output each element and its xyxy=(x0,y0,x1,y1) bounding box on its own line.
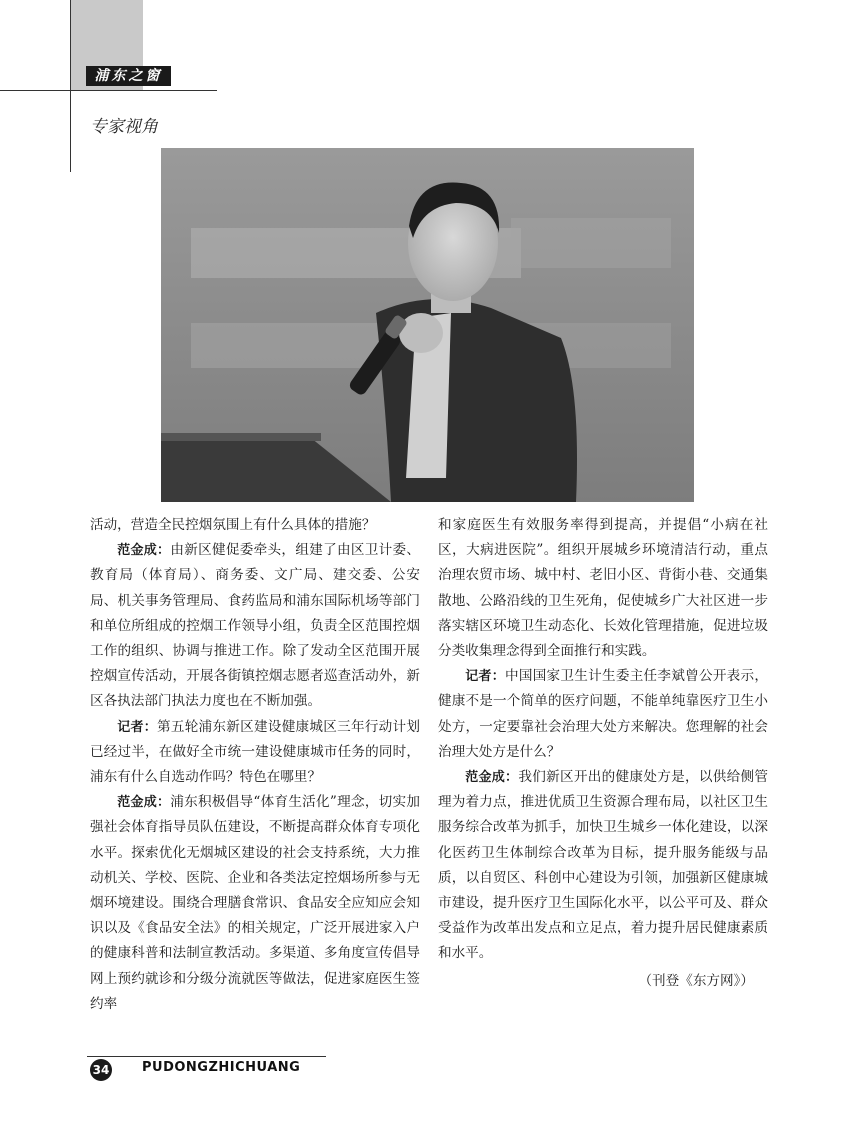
page-number: 34 xyxy=(90,1059,112,1081)
speaker-photo-icon xyxy=(161,148,694,502)
speaker-name: 范金成： xyxy=(465,770,519,786)
paragraph xyxy=(90,513,420,538)
paragraph-text: 中国国家卫生计生委主任李斌曾公开表示，健康不是一个简单的医疗问题，不能单纯靠医疗卫生小处方，一定要靠社会治理大处方来解决。您理解的社会治理大处方是什么？ xyxy=(438,668,768,760)
section-label: 专家视角 xyxy=(90,117,158,137)
speaker-name: 记者： xyxy=(117,719,157,735)
paragraph xyxy=(90,715,420,791)
paragraph-text: 由新区健促委牵头，组建了由区卫计委、教育局（体育局）、商务委、文广局、建交委、公安局、机关事务管理局、食药监局和浦东国际机场等部门和单位所组成的控烟工作领导小组，负责全区范围控烟工作的组织、协调与推进工作。除了发动全区范围开展控烟宣传活动，开展各街镇控烟志愿者巡查活动外，新区各执法部门执法力度也在不断加强。 xyxy=(90,542,420,710)
header-horizontal-rule xyxy=(0,90,217,91)
paragraph-text: 我们新区开出的健康处方是，以供给侧管理为着力点，推进优质卫生资源合理布局，以社区卫生服务综合改革为抓手，加快卫生城乡一体化建设，以深化医药卫生体制综合改革为目标，提升服务能级与品质，以自贸区、科创中心建设为引领，加强新区健康城市建设，提升医疗卫生国际化水平，以公平可及、群众受益作为改革出发点和立足点，着力提升居民健康素质和水平。 xyxy=(438,769,768,962)
paragraph-text: 活动，营造全民控烟氛围上有什么具体的措施？ xyxy=(90,517,376,533)
header-vertical-rule xyxy=(70,0,71,172)
speaker-name: 范金成： xyxy=(117,543,171,559)
paragraph xyxy=(438,765,768,967)
article-column-right xyxy=(438,513,768,994)
paragraph xyxy=(438,513,768,664)
speaker-photo xyxy=(161,148,694,502)
paragraph xyxy=(90,790,420,1017)
paragraph-text: 浦东积极倡导“体育生活化”理念，切实加强社会体育指导员队伍建设，不断提高群众体育专项化水平。探索优化无烟城区建设的社会支持系统，大力推动机关、学校、医院、企业和各类法定控烟场所参与无烟环境建设。围绕合理膳食常识、食品安全应知应会知识以及《食品安全法》的相关规定，广泛开展进家入户的健康科普和法制宣教活动。多渠道、多角度宣传倡导网上预约就诊和分级分流就医等做法，促进家庭医生签约率 xyxy=(90,794,420,1012)
paragraph-text: 和家庭医生有效服务率得到提高，并提倡“小病在社区，大病进医院”。组织开展城乡环境清洁行动，重点治理农贸市场、城中村、老旧小区、背街小巷、交通集散地、公路沿线的卫生死角，促使城乡广大社区进一步落实辖区环境卫生动态化、长效化管理措施，促进垃圾分类收集理念得到全面推行和实践。 xyxy=(438,517,768,660)
paragraph xyxy=(90,538,420,714)
magazine-name: PUDONGZHICHUANG xyxy=(142,1060,301,1075)
paragraph xyxy=(438,664,768,765)
magazine-logo: 浦东之窗 xyxy=(86,66,171,86)
speaker-name: 范金成： xyxy=(117,795,171,811)
article-source: （刊登《东方网》） xyxy=(638,972,754,989)
article-column-left xyxy=(90,513,420,1017)
speaker-name: 记者： xyxy=(465,669,505,685)
paragraph-text: 第五轮浦东新区建设健康城区三年行动计划已经过半，在做好全市统一建设健康城市任务的同时，浦东有什么自选动作吗？特色在哪里？ xyxy=(90,718,420,786)
footer-rule xyxy=(87,1056,326,1057)
